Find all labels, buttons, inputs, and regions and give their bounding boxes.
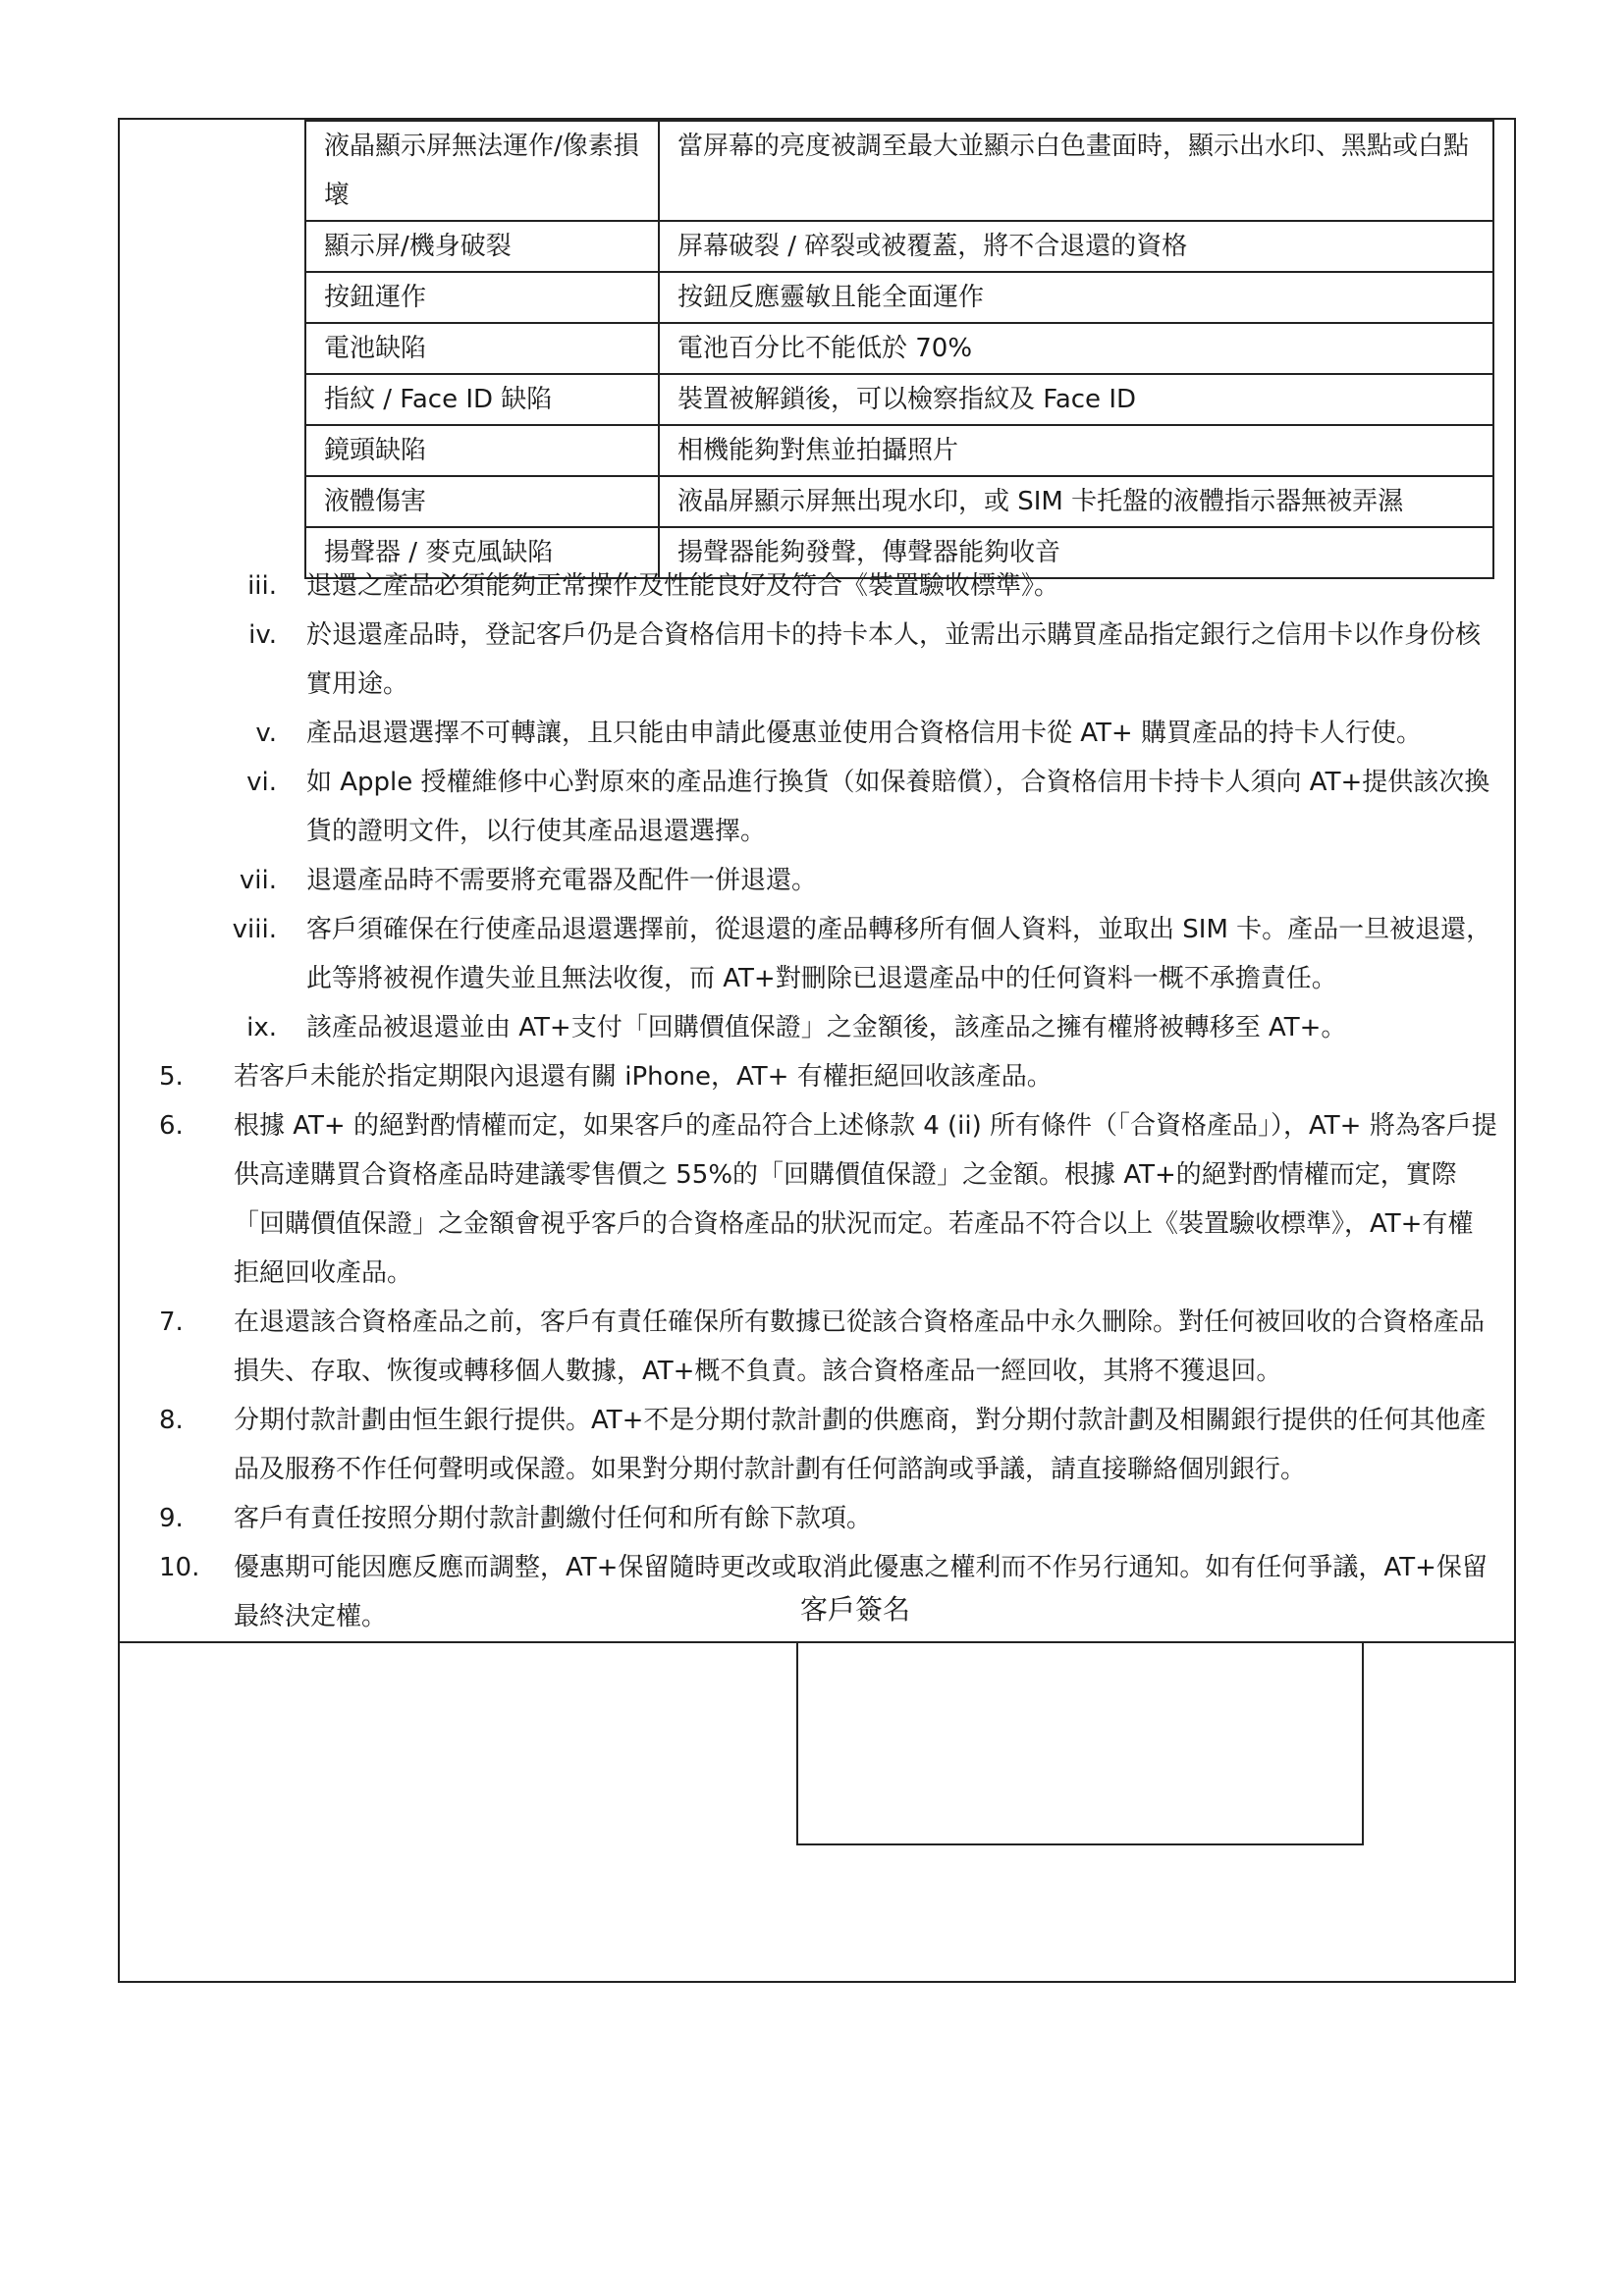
sub-clause-list [120,561,1518,1052]
sub-clause-text: 如 Apple 授權維修中心對原來的產品進行換貨（如保養賠償），合資格信用卡持卡人須向 AT+提供該次換貨的證明文件，以行使其產品退還選擇。 [306,768,1490,846]
signature-box[interactable] [796,1641,1364,1845]
main-clause-number: 10. [159,1553,200,1582]
sub-clause-number: vi. [246,768,277,797]
criteria-row [305,121,1493,221]
criteria-item: 電池缺陷 [305,323,659,374]
main-clause-number: 8. [159,1406,184,1435]
device-acceptance-criteria-table [304,120,1494,579]
criteria-standard: 屏幕破裂 / 碎裂或被覆蓋，將不合退還的資格 [659,221,1493,272]
sub-clause-number: iii. [247,571,277,601]
criteria-standard: 按鈕反應靈敏且能全面運作 [659,272,1493,323]
sub-clause [120,709,1518,758]
sub-clause [120,856,1518,905]
criteria-standard: 電池百分比不能低於 70% [659,323,1493,374]
criteria-standard: 當屏幕的亮度被調至最大並顯示白色畫面時，顯示出水印、黑點或白點 [659,121,1493,221]
criteria-row [305,374,1493,425]
main-clause-number: 7. [159,1308,184,1337]
sub-clause-number: v. [255,719,277,748]
criteria-standard: 揚聲器能夠發聲，傳聲器能夠收音 [659,527,1493,578]
criteria-item: 顯示屏/機身破裂 [305,221,659,272]
criteria-row [305,323,1493,374]
sub-clause-text: 產品退還選擇不可轉讓，且只能由申請此優惠並使用合資格信用卡從 AT+ 購買產品的持卡人行使。 [306,719,1422,748]
criteria-standard: 相機能夠對焦並拍攝照片 [659,425,1493,476]
main-clause [120,1101,1518,1298]
criteria-row [305,425,1493,476]
criteria-item: 按鈕運作 [305,272,659,323]
main-clause [120,1052,1518,1101]
criteria-row [305,476,1493,527]
main-clause-number: 5. [159,1062,184,1092]
main-clause [120,1494,1518,1543]
criteria-item: 液晶顯示屏無法運作/像素損壞 [305,121,659,221]
main-clause-number: 9. [159,1504,184,1533]
sub-clause-number: vii. [239,866,277,895]
main-clause [120,1298,1518,1396]
main-clause-text: 根據 AT+ 的絕對酌情權而定，如果客戶的產品符合上述條款 4 (ii) 所有條件（「合資格產品」），AT+ 將為客戶提供高達購買合資格產品時建議零售價之 55%的「回購價值保證」之金額。根據 AT+的絕對酌情權而定，實際「回購價值保證」之金額會視乎客戶的合資格產品的狀況而定。若產品不符合以上《裝置驗收標準》，AT+有權拒絕回收產品。 [234,1111,1497,1288]
signature-label: 客戶簽名 [800,1593,911,1626]
sub-clause-text: 退還產品時不需要將充電器及配件一併退還。 [306,866,818,895]
sub-clause [120,905,1518,1003]
main-clause-text: 分期付款計劃由恒生銀行提供。AT+不是分期付款計劃的供應商，對分期付款計劃及相關銀行提供的任何其他產品及服務不作任何聲明或保證。如果對分期付款計劃有任何諮詢或爭議，請直接聯絡個別銀行。 [234,1406,1487,1484]
sub-clause-text: 於退還產品時，登記客戶仍是合資格信用卡的持卡本人，並需出示購買產品指定銀行之信用卡以作身份核實用途。 [306,620,1482,699]
criteria-standard: 裝置被解鎖後，可以檢察指紋及 Face ID [659,374,1493,425]
sub-clause-number: iv. [248,620,277,650]
sub-clause-text: 退還之產品必須能夠正常操作及性能良好及符合《裝置驗收標準》。 [306,571,1060,601]
criteria-standard: 液晶屏顯示屏無出現水印，或 SIM 卡托盤的液體指示器無被弄濕 [659,476,1493,527]
main-clause-number: 6. [159,1111,184,1141]
criteria-row [305,221,1493,272]
main-clause-list [120,1052,1518,1641]
sub-clause [120,758,1518,856]
criteria-item: 指紋 / Face ID 缺陷 [305,374,659,425]
criteria-item: 揚聲器 / 麥克風缺陷 [305,527,659,578]
criteria-item: 鏡頭缺陷 [305,425,659,476]
criteria-row [305,272,1493,323]
sub-clause-text: 客戶須確保在行使產品退還選擇前，從退還的產品轉移所有個人資料，並取出 SIM 卡。產品一旦被退還，此等將被視作遺失並且無法收復，而 AT+對刪除已退還產品中的任何資料一概不承擔責任。 [306,915,1492,993]
main-clause [120,1396,1518,1494]
sub-clause [120,611,1518,709]
criteria-item: 液體傷害 [305,476,659,527]
main-clause-text: 客戶有責任按照分期付款計劃繳付任何和所有餘下款項。 [234,1504,873,1533]
sub-clause-number: ix. [246,1013,277,1042]
sub-clause-text: 該產品被退還並由 AT+支付「回購價值保證」之金額後，該產品之擁有權將被轉移至 AT+。 [306,1013,1347,1042]
main-clause-text: 優惠期可能因應反應而調整，AT+保留隨時更改或取消此優惠之權利而不作另行通知。如有任何爭議，AT+保留最終決定權。 [234,1553,1488,1631]
sub-clause [120,561,1518,611]
main-clause-text: 在退還該合資格產品之前，客戶有責任確保所有數據已從該合資格產品中永久刪除。對任何被回收的合資格產品損失、存取、恢復或轉移個人數據，AT+概不負責。該合資格產品一經回收，其將不獲退回。 [234,1308,1486,1386]
main-clause-text: 若客戶未能於指定期限內退還有關 iPhone，AT+ 有權拒絕回收該產品。 [234,1062,1053,1092]
terms-text [120,561,1518,1641]
sub-clause-number: viii. [232,915,277,944]
sub-clause [120,1003,1518,1052]
